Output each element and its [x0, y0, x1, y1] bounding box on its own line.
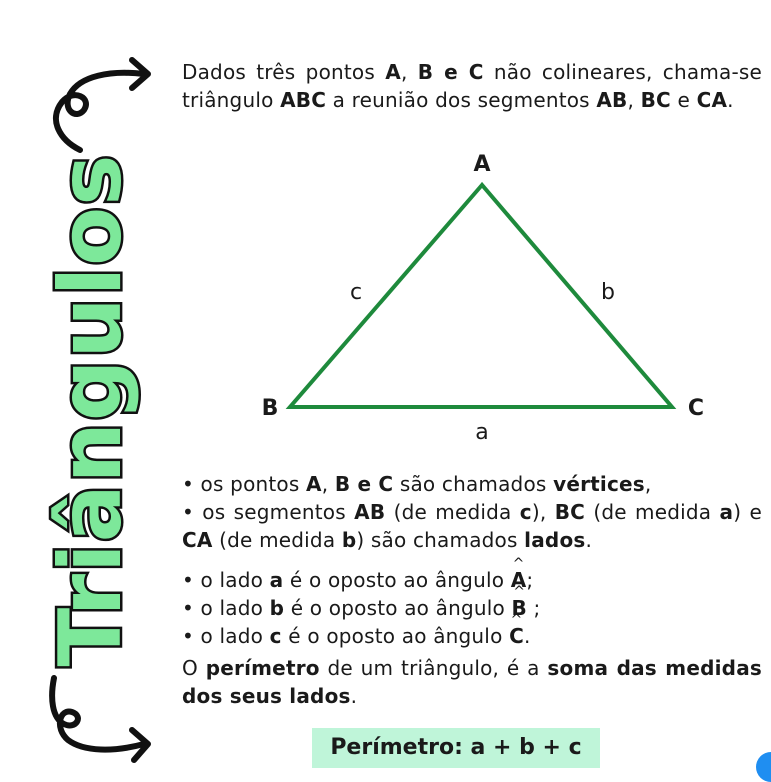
opposite-angles-list	[182, 566, 762, 650]
item-text: ),	[531, 500, 555, 524]
item-bold: AB	[354, 500, 386, 524]
intro-segment-bc: BC	[640, 88, 671, 112]
item-text: ) e	[733, 500, 763, 524]
intro-point-b: B	[417, 60, 434, 84]
item-text: • o lado	[182, 624, 270, 648]
item-text: ) são chamados	[356, 528, 525, 552]
item-bold: BC	[554, 500, 586, 524]
vertex-a-label: A	[473, 152, 491, 177]
term-sum-of-sides: soma das medidas dos seus lados	[182, 656, 762, 708]
intro-text: Dados três pontos	[182, 60, 386, 84]
term-sides: lados	[524, 528, 586, 552]
curly-arrow-bottom-icon	[40, 668, 160, 768]
item-text: .	[523, 624, 531, 648]
item-bold: A	[306, 472, 322, 496]
item-text: de um triângulo, é a	[319, 656, 548, 680]
vertex-b-label: B	[261, 396, 279, 421]
intro-text: não colineares, chama-se triângulo	[182, 60, 763, 112]
item-text: ,	[644, 472, 652, 496]
perimeter-paragraph	[182, 654, 762, 710]
side-a-label: a	[475, 420, 489, 445]
item-text: ,	[321, 472, 335, 496]
item-bold: CA	[182, 528, 213, 552]
item-text: .	[350, 684, 358, 708]
item-text: é o oposto ao ângulo	[284, 596, 512, 620]
item-bold: a	[719, 500, 734, 524]
intro-segment-ab: AB	[596, 88, 628, 112]
item-text: • o lado	[182, 596, 270, 620]
item-bold: b	[341, 528, 357, 552]
triangle-diagram	[250, 145, 720, 445]
vertical-title-container	[41, 140, 141, 680]
item-text: (de medida	[585, 500, 720, 524]
angle-symbol: ^ C	[509, 622, 524, 650]
intro-paragraph	[182, 58, 762, 114]
intro-point-a: A	[385, 60, 401, 84]
angle-symbol: ^ B	[512, 594, 527, 622]
item-bold: c	[519, 500, 532, 524]
list-item	[182, 594, 762, 622]
item-text: • os pontos	[182, 472, 307, 496]
angle-symbol: ^ A	[511, 566, 527, 594]
intro-text: a reunião dos segmentos	[326, 88, 597, 112]
intro-text: e	[670, 88, 697, 112]
list-item	[182, 498, 762, 554]
side-c-label: c	[349, 280, 363, 305]
page-title: Triângulos	[41, 153, 141, 667]
intro-text: ,	[400, 60, 418, 84]
item-text: são chamados	[393, 472, 554, 496]
item-text: .	[585, 528, 593, 552]
list-item	[182, 622, 762, 650]
definitions-list	[182, 470, 762, 554]
list-item	[182, 566, 762, 594]
item-text: O	[182, 656, 206, 680]
list-item	[182, 470, 762, 498]
item-text: • o lado	[182, 568, 270, 592]
item-text: ;	[526, 568, 534, 592]
item-text: ;	[526, 596, 541, 620]
term-vertices: vértices	[553, 472, 645, 496]
corner-circle-icon	[756, 752, 771, 782]
item-text: é o oposto ao ângulo	[283, 568, 511, 592]
intro-text: .	[727, 88, 734, 112]
intro-text: ,	[627, 88, 641, 112]
term-perimeter: perímetro	[205, 656, 320, 680]
intro-text: e	[433, 60, 469, 84]
side-name: b	[269, 596, 285, 620]
perimeter-formula: Perímetro: a + b + c	[312, 728, 600, 768]
item-text: é o oposto ao ângulo	[281, 624, 510, 648]
intro-point-c: C	[468, 60, 484, 84]
intro-triangle-abc: ABC	[280, 88, 327, 112]
item-text: (de medida	[212, 528, 342, 552]
item-text: • os segmentos	[182, 500, 355, 524]
side-name: c	[269, 624, 282, 648]
vertex-c-label: C	[687, 396, 705, 421]
intro-segment-ca: CA	[696, 88, 728, 112]
side-name: a	[269, 568, 284, 592]
item-bold: B e C	[334, 472, 394, 496]
side-b-label: b	[601, 280, 615, 305]
item-text: (de medida	[385, 500, 520, 524]
